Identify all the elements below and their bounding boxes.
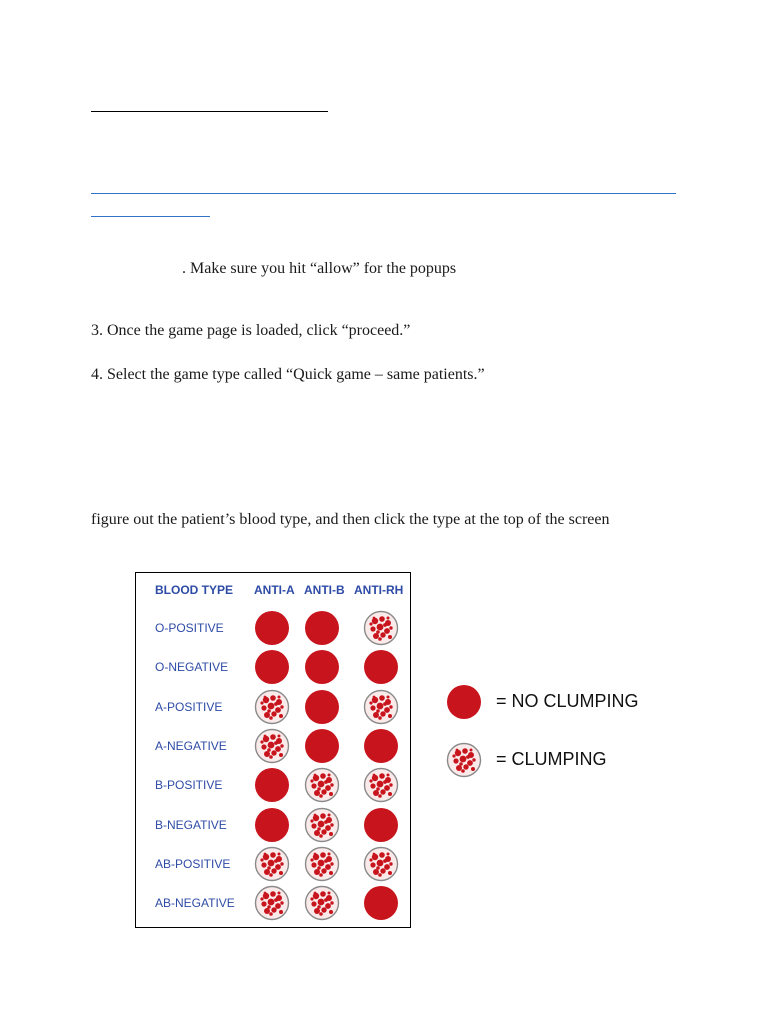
step-3-text: 3. Once the game page is loaded, click “proceed.” xyxy=(91,322,411,339)
column-header-anti-rh: ANTI-RH xyxy=(354,583,404,597)
reaction-no-clumping-icon xyxy=(363,649,399,685)
hyperlink-underline-continued[interactable] xyxy=(91,216,210,217)
blood-type-table xyxy=(135,572,411,928)
reaction-clumping-icon xyxy=(304,767,340,803)
reaction-clumping-icon xyxy=(363,689,399,725)
reaction-no-clumping-icon xyxy=(363,728,399,764)
column-header-anti-b: ANTI-B xyxy=(304,583,345,597)
reaction-no-clumping-icon xyxy=(363,885,399,921)
reaction-clumping-icon xyxy=(363,846,399,882)
row-label-b-negative: B-NEGATIVE xyxy=(155,817,227,832)
hyperlink-underline[interactable] xyxy=(91,193,676,194)
reaction-clumping-icon xyxy=(304,885,340,921)
reaction-no-clumping-icon xyxy=(304,728,340,764)
reaction-no-clumping-icon xyxy=(254,807,290,843)
legend-clumping-icon xyxy=(446,742,482,778)
row-label-ab-negative: AB-NEGATIVE xyxy=(155,896,235,911)
column-header-anti-a: ANTI-A xyxy=(254,583,295,597)
row-label-a-negative: A-NEGATIVE xyxy=(155,738,227,753)
reaction-clumping-icon xyxy=(254,885,290,921)
step-4-text: 4. Select the game type called “Quick game – same patients.” xyxy=(91,366,485,383)
reaction-clumping-icon xyxy=(363,767,399,803)
reaction-no-clumping-icon xyxy=(363,807,399,843)
reaction-no-clumping-icon xyxy=(254,767,290,803)
row-label-a-positive: A-POSITIVE xyxy=(155,699,223,714)
reaction-no-clumping-icon xyxy=(304,689,340,725)
reaction-no-clumping-icon xyxy=(254,649,290,685)
row-label-o-positive: O-POSITIVE xyxy=(155,621,224,635)
reaction-clumping-icon xyxy=(304,807,340,843)
reaction-clumping-icon xyxy=(254,689,290,725)
blank-underline xyxy=(91,111,328,112)
legend-label: = NO CLUMPING xyxy=(496,691,639,711)
row-label-ab-positive: AB-POSITIVE xyxy=(155,856,231,871)
legend-label: = CLUMPING xyxy=(496,749,607,769)
reaction-no-clumping-icon xyxy=(254,610,290,646)
reaction-no-clumping-icon xyxy=(304,610,340,646)
figure-out-blood-type-text: figure out the patient’s blood type, and then click the type at the top of the screen xyxy=(91,511,610,528)
allow-popups-text: . Make sure you hit “allow” for the popups xyxy=(182,260,457,277)
row-label-b-positive: B-POSITIVE xyxy=(155,778,223,793)
column-header-blood-type: BLOOD TYPE xyxy=(155,583,234,597)
legend-no-clumping-icon xyxy=(446,684,482,720)
reaction-clumping-icon xyxy=(363,610,399,646)
reaction-clumping-icon xyxy=(254,846,290,882)
reaction-clumping-icon xyxy=(304,846,340,882)
reaction-no-clumping-icon xyxy=(304,649,340,685)
reaction-clumping-icon xyxy=(254,728,290,764)
row-label-o-negative: O-NEGATIVE xyxy=(155,660,229,675)
